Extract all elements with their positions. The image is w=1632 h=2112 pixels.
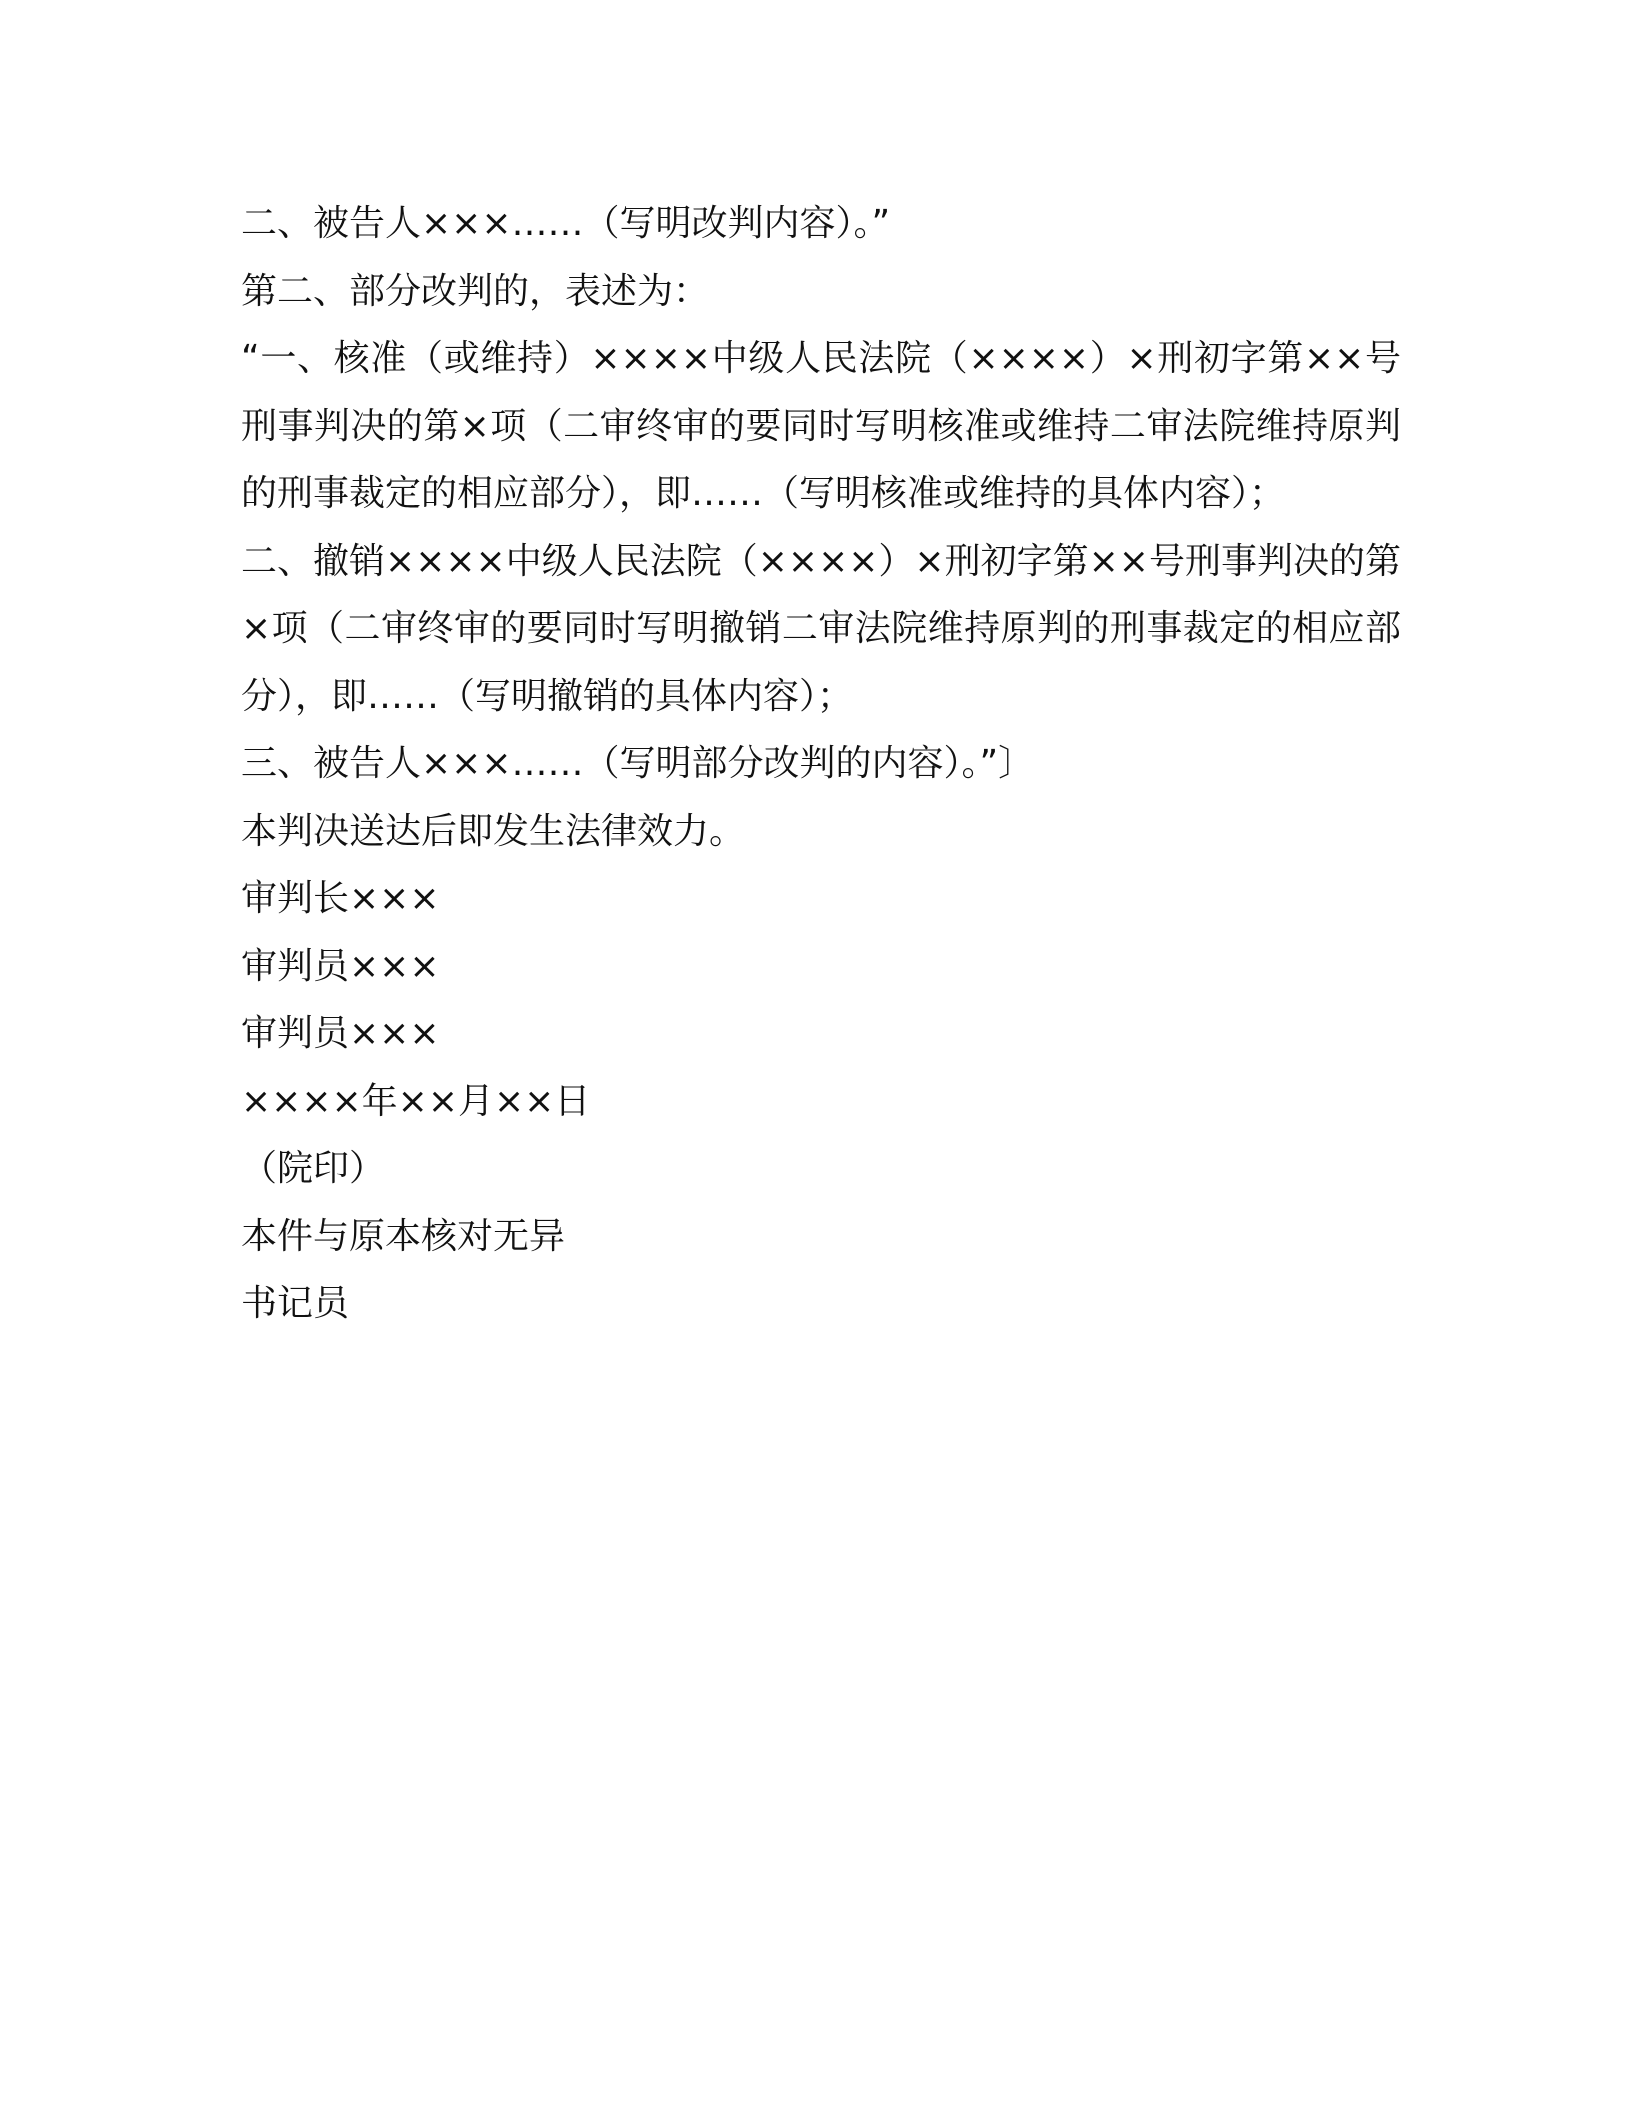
partial-reversal-heading: 第二、部分改判的，表述为： <box>241 270 710 312</box>
verification-note: 本件与原本核对无异 <box>241 1215 566 1257</box>
judgment-date: ××××年××月××日 <box>241 1080 591 1122</box>
court-seal: （院印） <box>241 1148 386 1189</box>
verdict-item-2-full-reversal: 二、被告人×××……（写明改判内容）。” <box>241 203 891 244</box>
judge-2: 审判员××× <box>241 1013 440 1054</box>
effectiveness-statement: 本判决送达后即发生法律效力。 <box>241 810 746 852</box>
judge-1: 审判员××× <box>241 945 440 987</box>
partial-reversal-item-1: “一、核准（或维持）××××中级人民法院（××××）×刑初字第××号刑事判决的第×项（二审终审的要同时写明核准或维持二审法院维持原判的刑事裁定的相应部分），即……（写明核准或维持的具体内容）； <box>241 338 1401 514</box>
clerk: 书记员 <box>241 1283 350 1324</box>
presiding-judge: 审判长××× <box>241 878 440 919</box>
partial-reversal-item-2: 二、撤销××××中级人民法院（××××）×刑初字第××号刑事判决的第×项（二审终审的要同时写明撤销二审法院维持原判的刑事裁定的相应部分），即……（写明撤销的具体内容）； <box>241 540 1401 717</box>
document-body <box>241 190 1401 1338</box>
partial-reversal-item-3: 三、被告人×××……（写明部分改判的内容）。”〕 <box>241 743 1035 784</box>
